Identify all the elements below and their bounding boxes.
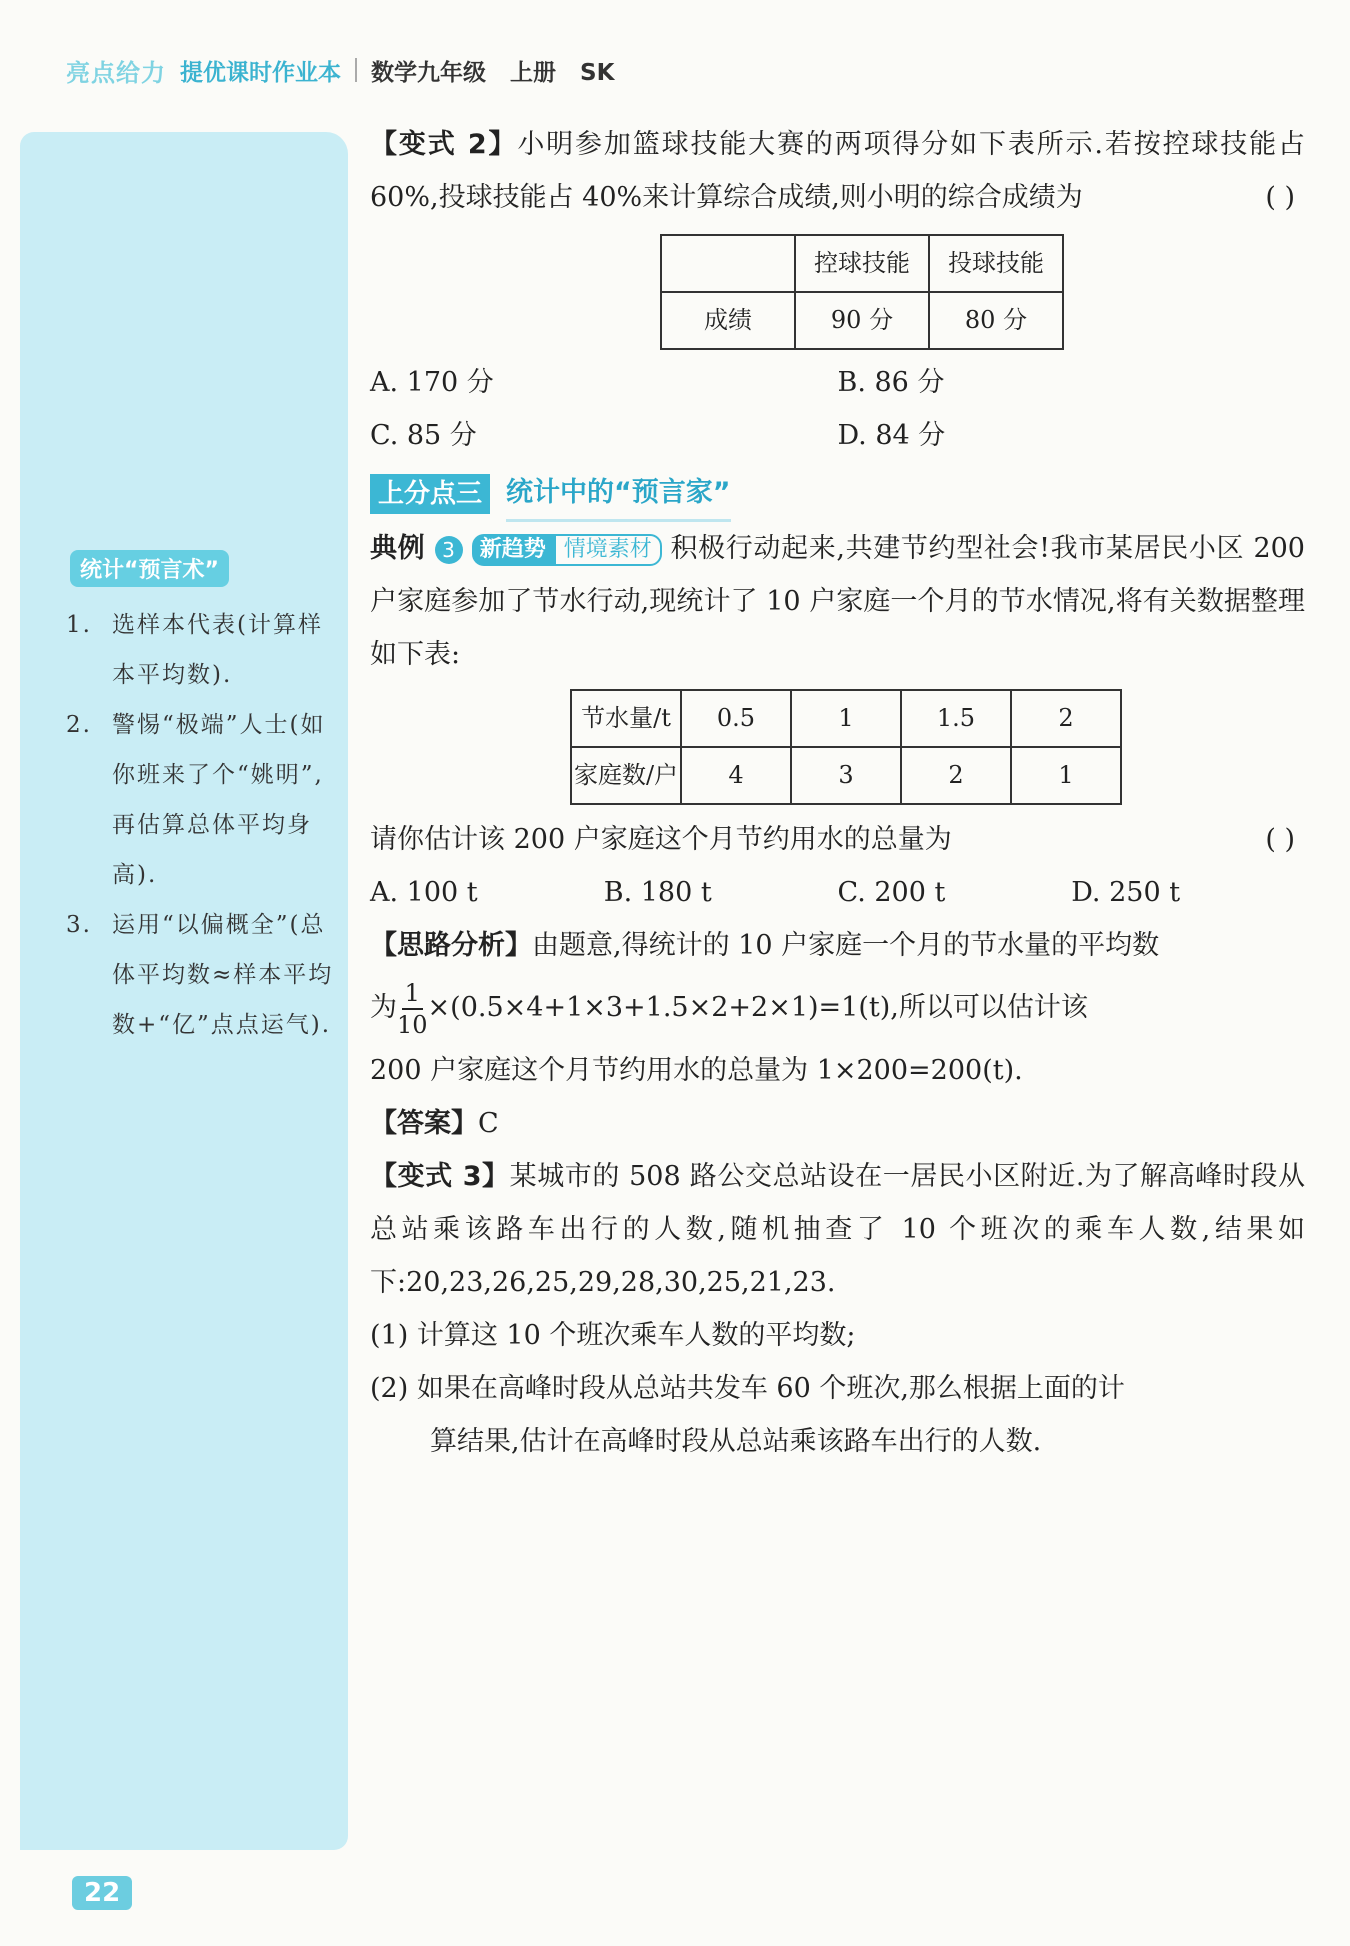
- water-table: 节水量/t 0.5 1 1.5 2 家庭数/户 4 3 2 1: [570, 689, 1122, 805]
- section-heading: [370, 466, 1305, 522]
- tip-item: 3. 运用“以偏概全”(总体平均数≈样本平均数+“亿”点点运气).: [66, 912, 334, 1038]
- variant2-label: 【变式 2】: [370, 129, 518, 160]
- trend-tag: 新趋势: [472, 534, 554, 566]
- analysis-label: 【思路分析】: [370, 930, 532, 961]
- main-content: [370, 118, 1305, 1468]
- brand-logo: 亮点给力: [66, 58, 166, 87]
- example-options: [370, 866, 1305, 919]
- option-d: D. 250 t: [1071, 877, 1181, 908]
- option-b: B. 86 分: [837, 367, 945, 398]
- option-c: C. 200 t: [837, 877, 946, 908]
- answer-paren: ( ): [1265, 824, 1295, 855]
- answer-line: [370, 1097, 1305, 1150]
- variant3-q1: (1) 计算这 10 个班次乘车人数的平均数;: [370, 1320, 856, 1351]
- analysis-line-2: 为 $\frac{1}{10}$ ×(0.5×4+1×3+1.5×2+2×1)=1(t),所以可以估计该: [370, 978, 1088, 1039]
- series-title: 提优课时作业本: [180, 59, 341, 86]
- page-number: 22: [72, 1876, 132, 1910]
- sidebar-tip-title: 统计“预言术”: [70, 550, 229, 587]
- variant3-question: 【变式 3】某城市的 508 路公交总站设在一居民小区附近.为了解高峰时段从总站乘该路车出行的人数,随机抽查了 10 个班次的乘车人数,结果如下:20,23,26,25,29,28,30,25,21,23.: [370, 1161, 1306, 1298]
- example-number: 3: [435, 536, 463, 564]
- option-a: A. 100 t: [370, 877, 478, 908]
- example-question: 典例 3 新趋势 情境素材 积极行动起来,共建节约型社会!我市某居民小区 200 户家庭参加了节水行动,现统计了 10 户家庭一个月的节水情况,将有关数据整理如下表:: [370, 533, 1305, 670]
- subject-title: 数学九年级 上册 SK: [371, 59, 615, 86]
- example-label: 典例: [370, 533, 426, 564]
- answer-label: 【答案】: [370, 1108, 478, 1139]
- context-tag: 情境素材: [554, 534, 662, 566]
- section-title: 统计中的“预言家”: [506, 466, 731, 522]
- variant3-q2-line2: 算结果,估计在高峰时段从总站乘该路车出行的人数.: [430, 1426, 1042, 1457]
- tip-item: 2. 警惕“极端”人士(如你班来了个“姚明”,再估算总体平均身高).: [66, 712, 326, 888]
- section-badge: 上分点三: [370, 474, 490, 514]
- analysis-line-1: 【思路分析】由题意,得统计的 10 户家庭一个月的节水量的平均数: [370, 930, 1160, 961]
- option-b: B. 180 t: [603, 877, 712, 908]
- variant2-question: 【变式 2】小明参加篮球技能大赛的两项得分如下表所示.若按控球技能占 60%,投球技能占 40%来计算综合成绩,则小明的综合成绩为 ( ): [370, 118, 1305, 224]
- score-table: 控球技能 投球技能 成绩 90 分 80 分: [660, 234, 1064, 350]
- page-header: [66, 50, 614, 90]
- example-prompt: 请你估计该 200 户家庭这个月节约用水的总量为 ( ): [370, 813, 1305, 866]
- sidebar-tips: [66, 600, 346, 1050]
- variant2-options: [370, 356, 1305, 462]
- variant3-label: 【变式 3】: [370, 1161, 510, 1192]
- answer-paren: ( ): [1265, 182, 1295, 213]
- answer-value: C: [478, 1108, 499, 1139]
- variant3-q2-line1: (2) 如果在高峰时段从总站共发车 60 个班次,那么根据上面的计: [370, 1373, 1125, 1404]
- option-a: A. 170 分: [370, 367, 494, 398]
- option-c: C. 85 分: [370, 420, 477, 451]
- option-d: D. 84 分: [837, 420, 946, 451]
- tip-item: 1. 选样本代表(计算样本平均数).: [66, 612, 323, 688]
- fraction: $\frac{1}{10}$: [397, 978, 428, 1039]
- header-divider: [355, 58, 357, 82]
- analysis-line-3: 200 户家庭这个月节约用水的总量为 1×200=200(t).: [370, 1055, 1023, 1086]
